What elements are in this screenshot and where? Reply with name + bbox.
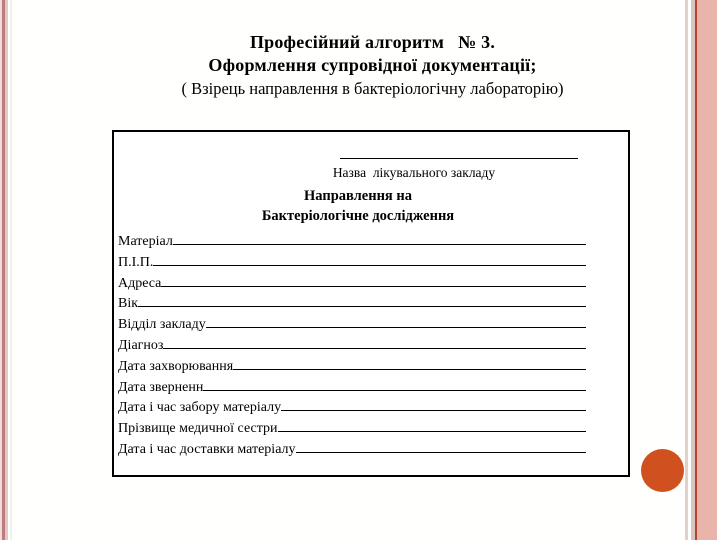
field-label: Діагноз — [118, 337, 164, 353]
form-field-row — [116, 440, 628, 461]
field-blank-line — [281, 410, 586, 411]
institution-name-blank-line — [340, 158, 578, 159]
institution-name-caption: Назва лікувального закладу — [332, 165, 496, 180]
field-label: Відділ закладу — [118, 317, 206, 333]
field-blank-line — [153, 265, 586, 266]
slide-title — [25, 31, 720, 100]
field-label: Дата і час забору матеріалу — [118, 400, 282, 416]
left-stripe-segment — [10, 0, 12, 540]
title-line-2: Оформлення супровідної документації; — [208, 55, 537, 75]
form-field-row — [116, 357, 628, 378]
field-label: Прізвище медичної сестри — [118, 421, 278, 437]
referral-form-box — [112, 130, 630, 477]
left-decorative-stripes — [0, 0, 12, 540]
field-blank-line — [278, 431, 587, 432]
form-field-row — [116, 315, 628, 336]
field-label: Дата захворювання — [118, 358, 234, 374]
field-label: Адреса — [118, 275, 162, 291]
field-blank-line — [296, 452, 586, 453]
field-blank-line — [233, 369, 586, 370]
field-label: Матеріал — [118, 234, 173, 249]
form-field-row — [116, 294, 628, 315]
field-label: Дата зверненн — [118, 379, 204, 395]
field-blank-line — [163, 348, 586, 349]
form-heading-line-2: Бактеріологічне дослідження — [261, 208, 455, 224]
field-blank-line — [138, 306, 586, 307]
field-label: П.І.П. — [118, 254, 154, 270]
form-field-row — [116, 419, 628, 440]
form-field-row — [116, 232, 628, 253]
field-blank-line — [173, 244, 586, 245]
form-field-row — [116, 253, 628, 274]
form-fields — [116, 232, 628, 461]
field-label: Вік — [118, 296, 139, 312]
title-line-3: ( Взірець направлення в бактеріологічну лабораторію) — [181, 79, 564, 98]
field-blank-line — [206, 327, 586, 328]
field-blank-line — [161, 286, 586, 287]
form-field-row — [116, 274, 628, 295]
field-label: Дата і час доставки матеріалу — [118, 441, 296, 457]
form-field-row — [116, 378, 628, 399]
title-line-1: Професійний алгоритм № 3. — [249, 32, 496, 52]
form-heading-line-1: Направлення на — [304, 188, 412, 204]
form-field-row — [116, 336, 628, 357]
field-blank-line — [203, 390, 586, 391]
accent-circle — [641, 449, 684, 492]
form-field-row — [116, 398, 628, 419]
